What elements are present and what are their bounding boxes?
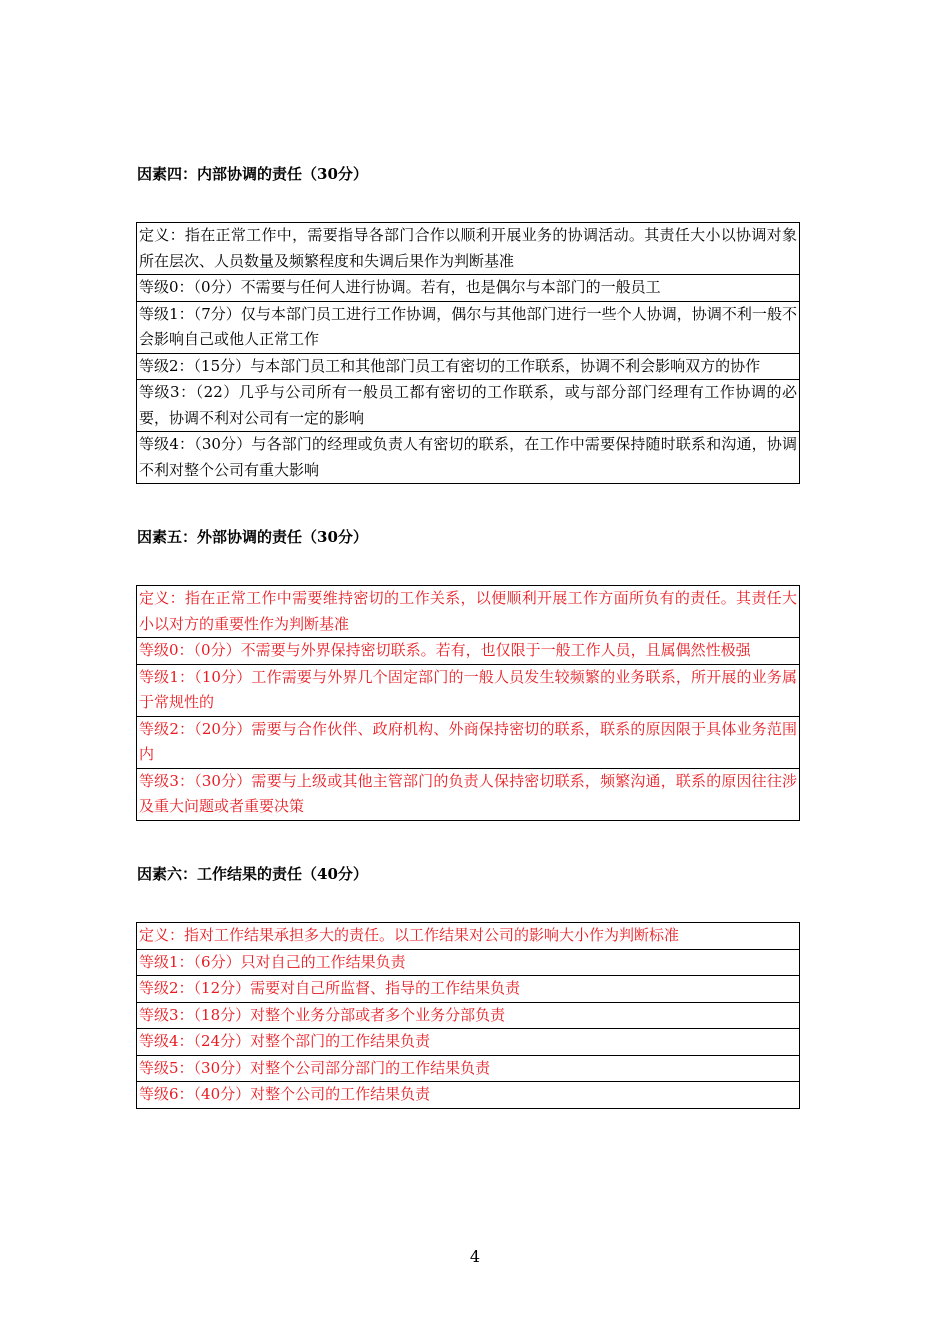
section-6-table: [136, 922, 800, 1109]
table-row: [137, 301, 800, 353]
table-row: [137, 768, 800, 820]
section-5-heading: 因素五：外部协调的责任（30分）: [137, 528, 368, 546]
level-cell: 等级6：（40分）对整个公司的工作结果负责: [137, 1082, 800, 1109]
table-row: [137, 380, 800, 432]
section-6-heading: 因素六：工作结果的责任（40分）: [137, 865, 368, 883]
table-row: [137, 432, 800, 484]
level-cell: 等级0：（0分）不需要与任何人进行协调。若有，也是偶尔与本部门的一般员工: [137, 275, 800, 302]
table-row: [137, 949, 800, 976]
level-cell: 等级3：（18分）对整个业务分部或者多个业务分部负责: [137, 1002, 800, 1029]
table-row: [137, 716, 800, 768]
table-row: [137, 1055, 800, 1082]
section-4-heading: 因素四：内部协调的责任（30分）: [137, 165, 368, 183]
level-cell: 等级4：（30分）与各部门的经理或负责人有密切的联系，在工作中需要保持随时联系和沟通，协调不利对整个公司有重大影响: [137, 432, 800, 484]
table-row: [137, 1082, 800, 1109]
table-row: [137, 1002, 800, 1029]
level-cell: 等级0：（0分）不需要与外界保持密切联系。若有，也仅限于一般工作人员，且属偶然性极强: [137, 638, 800, 665]
table-row: [137, 976, 800, 1003]
definition-cell: 定义：指在正常工作中，需要指导各部门合作以顺利开展业务的协调活动。其责任大小以协调对象所在层次、人员数量及频繁程度和失调后果作为判断基准: [137, 223, 800, 275]
table-row: [137, 664, 800, 716]
level-cell: 等级1：（7分）仅与本部门员工进行工作协调，偶尔与其他部门进行一些个人协调，协调不利一般不会影响自己或他人正常工作: [137, 301, 800, 353]
table-row: [137, 638, 800, 665]
section-5-table: [136, 585, 800, 821]
table-row: [137, 586, 800, 638]
table-row: [137, 223, 800, 275]
level-cell: 等级4：（24分）对整个部门的工作结果负责: [137, 1029, 800, 1056]
definition-cell: 定义：指在正常工作中需要维持密切的工作关系，以便顺利开展工作方面所负有的责任。其责任大小以对方的重要性作为判断基准: [137, 586, 800, 638]
level-cell: 等级3：（30分）需要与上级或其他主管部门的负责人保持密切联系，频繁沟通，联系的原因往往涉及重大问题或者重要决策: [137, 768, 800, 820]
table-row: [137, 275, 800, 302]
page-number: 4: [469, 1247, 481, 1266]
level-cell: 等级2：（12分）需要对自己所监督、指导的工作结果负责: [137, 976, 800, 1003]
level-cell: 等级5：（30分）对整个公司部分部门的工作结果负责: [137, 1055, 800, 1082]
table-row: [137, 353, 800, 380]
table-row: [137, 923, 800, 950]
section-4-table: [136, 222, 800, 484]
level-cell: 等级1：（10分）工作需要与外界几个固定部门的一般人员发生较频繁的业务联系，所开展的业务属于常规性的: [137, 664, 800, 716]
level-cell: 等级1：（6分）只对自己的工作结果负责: [137, 949, 800, 976]
definition-cell: 定义：指对工作结果承担多大的责任。以工作结果对公司的影响大小作为判断标准: [137, 923, 800, 950]
level-cell: 等级3：（22）几乎与公司所有一般员工都有密切的工作联系，或与部分部门经理有工作协调的必要，协调不利对公司有一定的影响: [137, 380, 800, 432]
level-cell: 等级2：（20分）需要与合作伙伴、政府机构、外商保持密切的联系，联系的原因限于具体业务范围内: [137, 716, 800, 768]
table-row: [137, 1029, 800, 1056]
level-cell: 等级2：（15分）与本部门员工和其他部门员工有密切的工作联系，协调不利会影响双方的协作: [137, 353, 800, 380]
